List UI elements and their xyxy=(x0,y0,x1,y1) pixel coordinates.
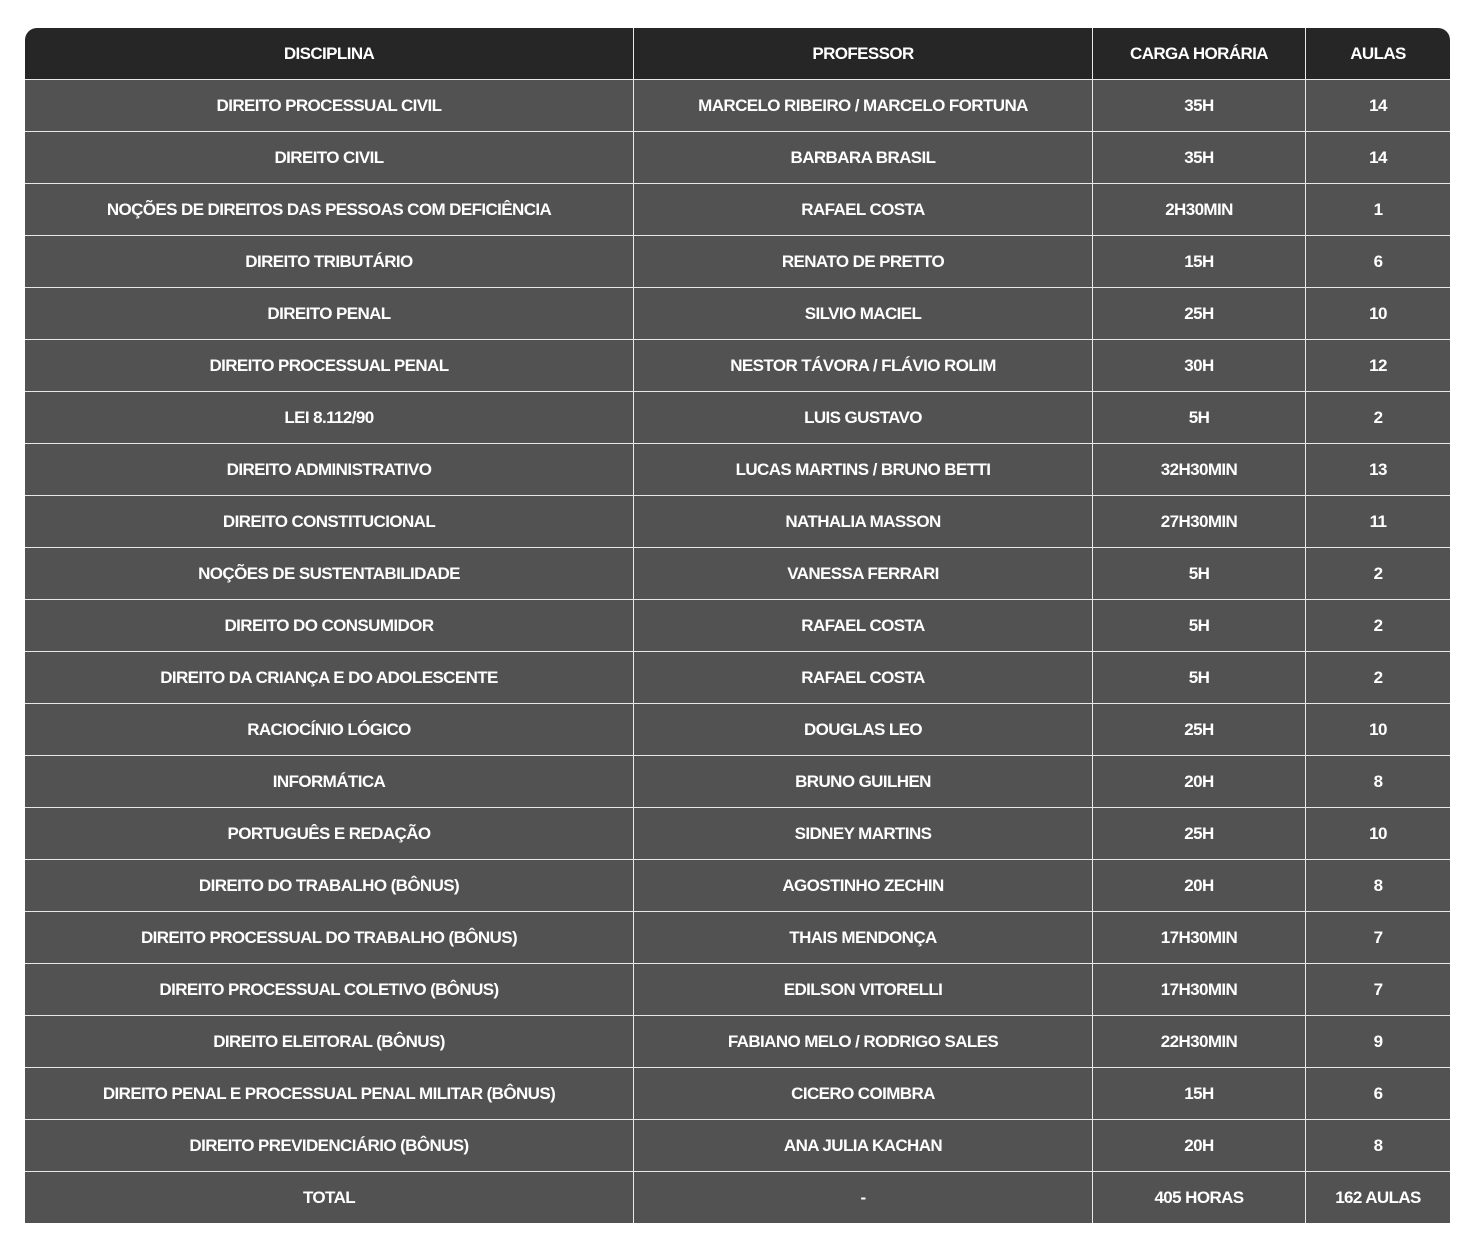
cell-carga-horaria: 35H xyxy=(1093,80,1306,132)
cell-carga-horaria: 5H xyxy=(1093,600,1306,652)
cell-professor: DOUGLAS LEO xyxy=(634,704,1093,756)
table-row xyxy=(25,184,1450,236)
cell-disciplina: DIREITO PENAL E PROCESSUAL PENAL MILITAR (BÔNUS) xyxy=(25,1068,634,1120)
cell-professor: CICERO COIMBRA xyxy=(634,1068,1093,1120)
cell-disciplina: NOÇÕES DE SUSTENTABILIDADE xyxy=(25,548,634,600)
table-row xyxy=(25,236,1450,288)
cell-professor: FABIANO MELO / RODRIGO SALES xyxy=(634,1016,1093,1068)
cell-professor: BRUNO GUILHEN xyxy=(634,756,1093,808)
cell-professor: RAFAEL COSTA xyxy=(634,600,1093,652)
cell-professor: NATHALIA MASSON xyxy=(634,496,1093,548)
cell-carga-horaria: 17H30MIN xyxy=(1093,964,1306,1016)
cell-disciplina: DIREITO PREVIDENCIÁRIO (BÔNUS) xyxy=(25,1120,634,1172)
cell-aulas: 14 xyxy=(1306,80,1450,132)
header-professor: PROFESSOR xyxy=(634,28,1093,80)
table-row xyxy=(25,912,1450,964)
table-row xyxy=(25,964,1450,1016)
cell-aulas: 2 xyxy=(1306,600,1450,652)
course-schedule-table-container xyxy=(25,28,1450,1223)
table-row xyxy=(25,80,1450,132)
cell-aulas: 7 xyxy=(1306,912,1450,964)
cell-carga-horaria: 20H xyxy=(1093,756,1306,808)
cell-aulas: 8 xyxy=(1306,756,1450,808)
cell-carga-horaria: 32H30MIN xyxy=(1093,444,1306,496)
cell-carga-horaria: 15H xyxy=(1093,236,1306,288)
cell-disciplina: DIREITO PROCESSUAL DO TRABALHO (BÔNUS) xyxy=(25,912,634,964)
cell-carga-horaria: 2H30MIN xyxy=(1093,184,1306,236)
total-carga-horaria: 405 HORAS xyxy=(1093,1172,1306,1223)
course-schedule-table xyxy=(25,28,1450,1223)
cell-carga-horaria: 35H xyxy=(1093,132,1306,184)
cell-professor: VANESSA FERRARI xyxy=(634,548,1093,600)
cell-professor: THAIS MENDONÇA xyxy=(634,912,1093,964)
table-row xyxy=(25,1120,1450,1172)
cell-carga-horaria: 5H xyxy=(1093,652,1306,704)
table-row xyxy=(25,808,1450,860)
cell-aulas: 2 xyxy=(1306,652,1450,704)
cell-aulas: 9 xyxy=(1306,1016,1450,1068)
cell-carga-horaria: 5H xyxy=(1093,548,1306,600)
cell-disciplina: DIREITO TRIBUTÁRIO xyxy=(25,236,634,288)
header-aulas: AULAS xyxy=(1306,28,1450,80)
cell-carga-horaria: 20H xyxy=(1093,1120,1306,1172)
table-row xyxy=(25,444,1450,496)
table-row xyxy=(25,1016,1450,1068)
cell-carga-horaria: 22H30MIN xyxy=(1093,1016,1306,1068)
cell-aulas: 2 xyxy=(1306,392,1450,444)
cell-professor: SILVIO MACIEL xyxy=(634,288,1093,340)
cell-professor: RENATO DE PRETTO xyxy=(634,236,1093,288)
cell-aulas: 6 xyxy=(1306,1068,1450,1120)
header-disciplina: DISCIPLINA xyxy=(25,28,634,80)
cell-carga-horaria: 17H30MIN xyxy=(1093,912,1306,964)
cell-professor: RAFAEL COSTA xyxy=(634,652,1093,704)
cell-professor: SIDNEY MARTINS xyxy=(634,808,1093,860)
header-carga-horaria: CARGA HORÁRIA xyxy=(1093,28,1306,80)
cell-disciplina: DIREITO ADMINISTRATIVO xyxy=(25,444,634,496)
cell-disciplina: DIREITO CIVIL xyxy=(25,132,634,184)
cell-carga-horaria: 25H xyxy=(1093,704,1306,756)
cell-carga-horaria: 15H xyxy=(1093,1068,1306,1120)
cell-carga-horaria: 27H30MIN xyxy=(1093,496,1306,548)
cell-professor: EDILSON VITORELLI xyxy=(634,964,1093,1016)
cell-aulas: 8 xyxy=(1306,1120,1450,1172)
cell-professor: LUIS GUSTAVO xyxy=(634,392,1093,444)
cell-disciplina: DIREITO PROCESSUAL COLETIVO (BÔNUS) xyxy=(25,964,634,1016)
table-body xyxy=(25,80,1450,1223)
cell-disciplina: DIREITO ELEITORAL (BÔNUS) xyxy=(25,1016,634,1068)
table-header xyxy=(25,28,1450,80)
table-row xyxy=(25,704,1450,756)
cell-disciplina: DIREITO DA CRIANÇA E DO ADOLESCENTE xyxy=(25,652,634,704)
cell-carga-horaria: 25H xyxy=(1093,808,1306,860)
table-row xyxy=(25,340,1450,392)
cell-professor: LUCAS MARTINS / BRUNO BETTI xyxy=(634,444,1093,496)
table-row xyxy=(25,600,1450,652)
cell-professor: AGOSTINHO ZECHIN xyxy=(634,860,1093,912)
cell-disciplina: RACIOCÍNIO LÓGICO xyxy=(25,704,634,756)
cell-carga-horaria: 30H xyxy=(1093,340,1306,392)
cell-aulas: 12 xyxy=(1306,340,1450,392)
cell-disciplina: DIREITO PROCESSUAL PENAL xyxy=(25,340,634,392)
cell-disciplina: INFORMÁTICA xyxy=(25,756,634,808)
cell-professor: MARCELO RIBEIRO / MARCELO FORTUNA xyxy=(634,80,1093,132)
table-row xyxy=(25,496,1450,548)
cell-disciplina: DIREITO PROCESSUAL CIVIL xyxy=(25,80,634,132)
total-aulas: 162 AULAS xyxy=(1306,1172,1450,1223)
cell-disciplina: DIREITO CONSTITUCIONAL xyxy=(25,496,634,548)
cell-aulas: 10 xyxy=(1306,288,1450,340)
cell-aulas: 2 xyxy=(1306,548,1450,600)
cell-carga-horaria: 25H xyxy=(1093,288,1306,340)
cell-professor: BARBARA BRASIL xyxy=(634,132,1093,184)
cell-aulas: 14 xyxy=(1306,132,1450,184)
cell-disciplina: DIREITO DO CONSUMIDOR xyxy=(25,600,634,652)
cell-carga-horaria: 20H xyxy=(1093,860,1306,912)
table-row xyxy=(25,652,1450,704)
cell-disciplina: NOÇÕES DE DIREITOS DAS PESSOAS COM DEFICIÊNCIA xyxy=(25,184,634,236)
cell-aulas: 7 xyxy=(1306,964,1450,1016)
cell-disciplina: LEI 8.112/90 xyxy=(25,392,634,444)
table-row xyxy=(25,860,1450,912)
cell-professor: NESTOR TÁVORA / FLÁVIO ROLIM xyxy=(634,340,1093,392)
table-row xyxy=(25,392,1450,444)
total-row xyxy=(25,1172,1450,1223)
cell-carga-horaria: 5H xyxy=(1093,392,1306,444)
header-row xyxy=(25,28,1450,80)
cell-professor: ANA JULIA KACHAN xyxy=(634,1120,1093,1172)
cell-aulas: 10 xyxy=(1306,704,1450,756)
total-label: TOTAL xyxy=(25,1172,634,1223)
cell-disciplina: DIREITO PENAL xyxy=(25,288,634,340)
cell-aulas: 13 xyxy=(1306,444,1450,496)
table-row xyxy=(25,288,1450,340)
table-row xyxy=(25,1068,1450,1120)
cell-aulas: 6 xyxy=(1306,236,1450,288)
cell-aulas: 11 xyxy=(1306,496,1450,548)
total-professor: - xyxy=(634,1172,1093,1223)
table-row xyxy=(25,132,1450,184)
cell-aulas: 8 xyxy=(1306,860,1450,912)
cell-aulas: 10 xyxy=(1306,808,1450,860)
cell-professor: RAFAEL COSTA xyxy=(634,184,1093,236)
table-row xyxy=(25,756,1450,808)
cell-aulas: 1 xyxy=(1306,184,1450,236)
cell-disciplina: DIREITO DO TRABALHO (BÔNUS) xyxy=(25,860,634,912)
table-row xyxy=(25,548,1450,600)
cell-disciplina: PORTUGUÊS E REDAÇÃO xyxy=(25,808,634,860)
